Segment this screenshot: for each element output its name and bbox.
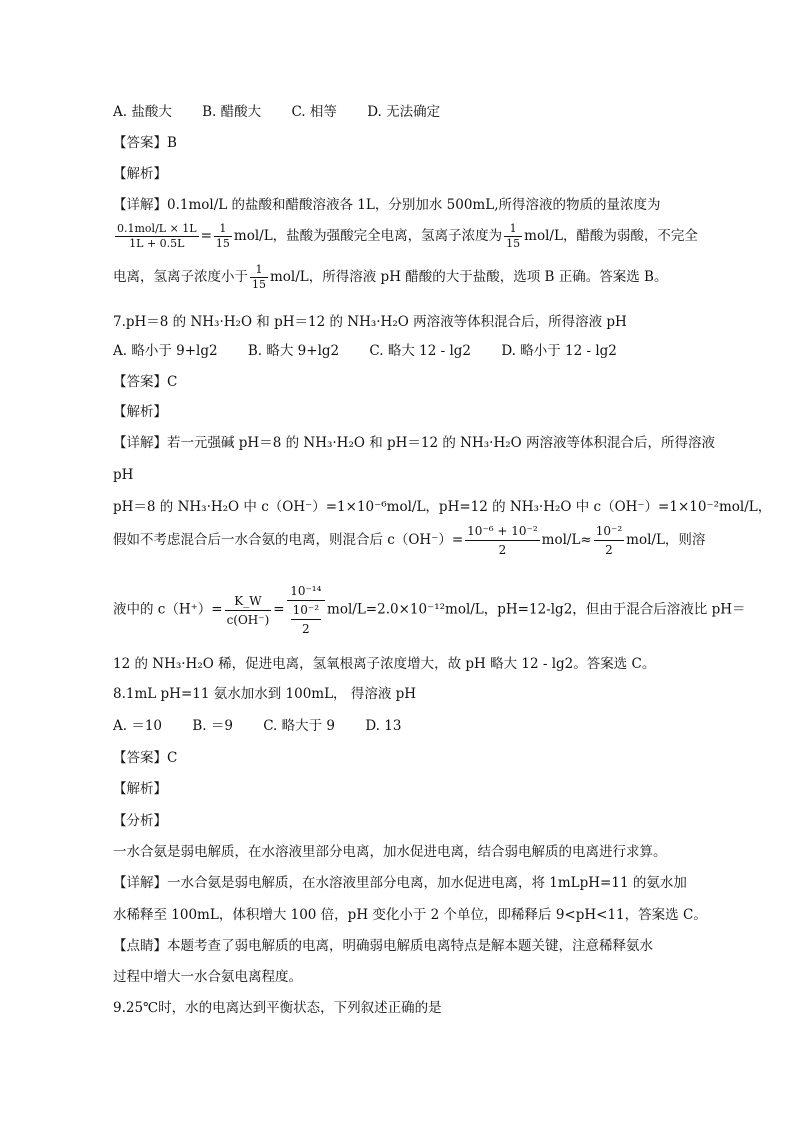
q6-options bbox=[113, 102, 440, 122]
q8-question: 8.1mL pH=11 氨水加水到 100mL， 得溶液 pH bbox=[113, 686, 417, 702]
fraction-denominator: 15 bbox=[215, 237, 230, 250]
q6-fraction-concentration bbox=[115, 222, 199, 251]
q7-option-a: A. 略小于 9+lg2 bbox=[113, 343, 218, 359]
fraction-numerator: 10⁻¹⁴ bbox=[287, 582, 325, 601]
q6-answer: 【答案】B bbox=[113, 135, 177, 151]
q7-option-c: C. 略大 12 - lg2 bbox=[369, 343, 472, 359]
fraction-denominator: 2 bbox=[605, 543, 613, 557]
q7-answer: 【答案】C bbox=[113, 374, 178, 390]
q7-detail-text-3b: mol/L，则溶 bbox=[626, 532, 706, 548]
q7-question: 7.pH＝8 的 NH₃·H₂O 和 pH＝12 的 NH₃·H₂O 两溶液等体积混合后，所得溶液 pH bbox=[113, 314, 627, 330]
q6-detail-text-2b: ，醋酸为弱酸，不完全 bbox=[562, 228, 698, 244]
q7-fraction-inner bbox=[291, 601, 321, 638]
q6-option-d: D. 无法确定 bbox=[367, 104, 441, 120]
q8-option-c: C. 略大于 9 bbox=[263, 718, 336, 734]
q7-detail-line-4: 液中的 c（H⁺）= $\frac{K\_W}{c(OH^-)}$ = $\frac{\text{10⁻¹⁴}}{\frac{\text{10⁻²}}{2}}$ mol/L=2.0×10⁻¹²mol/L，pH=12-lg2，但由于混合后溶液比 pH＝ bbox=[113, 584, 746, 636]
fraction-numerator: 10⁻² bbox=[594, 522, 624, 541]
q7-detail-text-4b: mol/L=2.0×10⁻¹²mol/L，pH=12-lg2，但由于混合后溶液比 pH＝ bbox=[327, 601, 746, 618]
unit-text: mol/L bbox=[270, 269, 309, 285]
q8-options bbox=[113, 716, 401, 736]
q6-detail-line-3 bbox=[113, 263, 667, 292]
fraction-denominator: c(OH⁻) bbox=[226, 612, 270, 627]
q6-detail-line-2 bbox=[113, 222, 698, 251]
q6-fraction-numerator: 0.1mol/L × 1L bbox=[117, 222, 197, 235]
fraction-denominator: 2 bbox=[498, 543, 507, 557]
q6-option-a: A. 盐酸大 bbox=[113, 104, 172, 120]
q7-detail-line-2: pH＝8 的 NH₃·H₂O 中 c（OH⁻）=1×10⁻⁶mol/L，pH=12 的 NH₃·H₂O 中 c（OH⁻）=1×10⁻²mol/L， bbox=[113, 499, 772, 515]
q8-detail-line-2: 水稀释至 100mL，体积增大 100 倍，pH 变化小于 2 个单位，即稀释后 9<pH<11，答案选 C。 bbox=[113, 907, 707, 923]
q8-analysis-heading: 【解析】 bbox=[113, 781, 167, 797]
q9-question: 9.25℃时，水的电离达到平衡状态，下列叙述正确的是 bbox=[113, 1000, 442, 1016]
q6-option-b: B. 醋酸大 bbox=[202, 104, 262, 120]
q6-analysis-heading: 【解析】 bbox=[113, 166, 167, 182]
unit-text: mol/L bbox=[524, 228, 563, 244]
q6-fraction-acetic bbox=[250, 263, 268, 292]
q6-detail-text-3a: 电离，氢离子浓度小于 bbox=[113, 269, 248, 285]
fraction-numerator: 1 bbox=[250, 263, 268, 278]
fraction-numerator: 10⁻⁶ + 10⁻² bbox=[465, 522, 540, 541]
q8-detail-line-1: 【详解】一水合氨是弱电解质，在水溶液里部分电离，加水促进电离，将 1mLpH=11 的氨水加 bbox=[113, 875, 687, 891]
q6-option-c: C. 相等 bbox=[291, 104, 337, 120]
q6-fraction-result bbox=[214, 222, 232, 251]
q7-options bbox=[113, 341, 617, 361]
q7-option-d: D. 略小于 12 - lg2 bbox=[501, 343, 617, 359]
q7-fraction-mixed bbox=[465, 522, 540, 559]
q7-detail-text-4a: 液中的 c（H⁺）= bbox=[113, 601, 223, 618]
q6-detail-text-3b: ，所得溶液 pH 醋酸的大于盐酸，选项 B 正确。答案选 B。 bbox=[308, 269, 668, 285]
q7-fraction-h bbox=[287, 582, 325, 638]
fraction-denominator bbox=[287, 601, 325, 638]
q8-option-b: B. ＝9 bbox=[192, 718, 233, 734]
fraction-numerator: K_W bbox=[225, 592, 272, 611]
fraction-numerator: 10⁻² bbox=[291, 601, 321, 620]
q6-detail-line-1: 【详解】0.1mol/L 的盐酸和醋酸溶液各 1L，分别加水 500mL,所得溶液的物质的量浓度为 bbox=[113, 197, 661, 213]
q8-fenxi-heading: 【分析】 bbox=[113, 813, 167, 829]
q6-fraction-hcl bbox=[504, 222, 522, 251]
q7-fraction-approx bbox=[594, 522, 624, 559]
fraction-denominator: 15 bbox=[506, 237, 521, 250]
q8-answer: 【答案】C bbox=[113, 750, 178, 766]
unit-text: mol/L bbox=[233, 228, 273, 244]
q6-fraction-denominator: 1L + 0.5L bbox=[129, 237, 185, 250]
fraction-numerator: 1 bbox=[214, 222, 232, 237]
q7-detail-line-3 bbox=[113, 522, 705, 559]
approx-text: mol/L≈ bbox=[541, 532, 592, 548]
q7-detail-line-1b: pH bbox=[113, 467, 134, 483]
equals-sign: = bbox=[200, 228, 212, 244]
fraction-denominator: 15 bbox=[252, 278, 266, 291]
q7-option-b: B. 略大 9+lg2 bbox=[247, 343, 340, 359]
q8-option-a: A. ＝10 bbox=[113, 718, 163, 734]
fraction-denominator: 2 bbox=[302, 622, 310, 636]
q6-detail-text-2a: ，盐酸为强酸完全电离，氢离子浓度为 bbox=[272, 228, 503, 244]
fraction-numerator: 1 bbox=[504, 222, 522, 237]
q8-fenxi-text: 一水合氨是弱电解质，在水溶液里部分电离，加水促进电离，结合弱电解质的电离进行求算。 bbox=[113, 844, 667, 860]
q8-dianjing-line-2: 过程中增大一水合氨电离程度。 bbox=[113, 969, 302, 985]
q7-fraction-kw bbox=[225, 592, 272, 629]
q8-dianjing-line-1: 【点睛】本题考查了弱电解质的电离，明确弱电解质电离特点是解本题关键，注意稀释氨水 bbox=[113, 938, 653, 954]
q7-detail-line-1: 【详解】若一元强碱 pH＝8 的 NH₃·H₂O 和 pH＝12 的 NH₃·H₂O 两溶液等体积混合后，所得溶液 bbox=[113, 435, 716, 451]
q7-detail-line-5: 12 的 NH₃·H₂O 稀，促进电离，氢氧根离子浓度增大，故 pH 略大 12 - lg2。答案选 C。 bbox=[113, 656, 656, 672]
q7-analysis-heading: 【解析】 bbox=[113, 404, 167, 420]
q8-option-d: D. 13 bbox=[365, 718, 402, 734]
q7-detail-text-3a: 假如不考虑混合后一水合氨的电离，则混合后 c（OH⁻）= bbox=[113, 532, 464, 548]
